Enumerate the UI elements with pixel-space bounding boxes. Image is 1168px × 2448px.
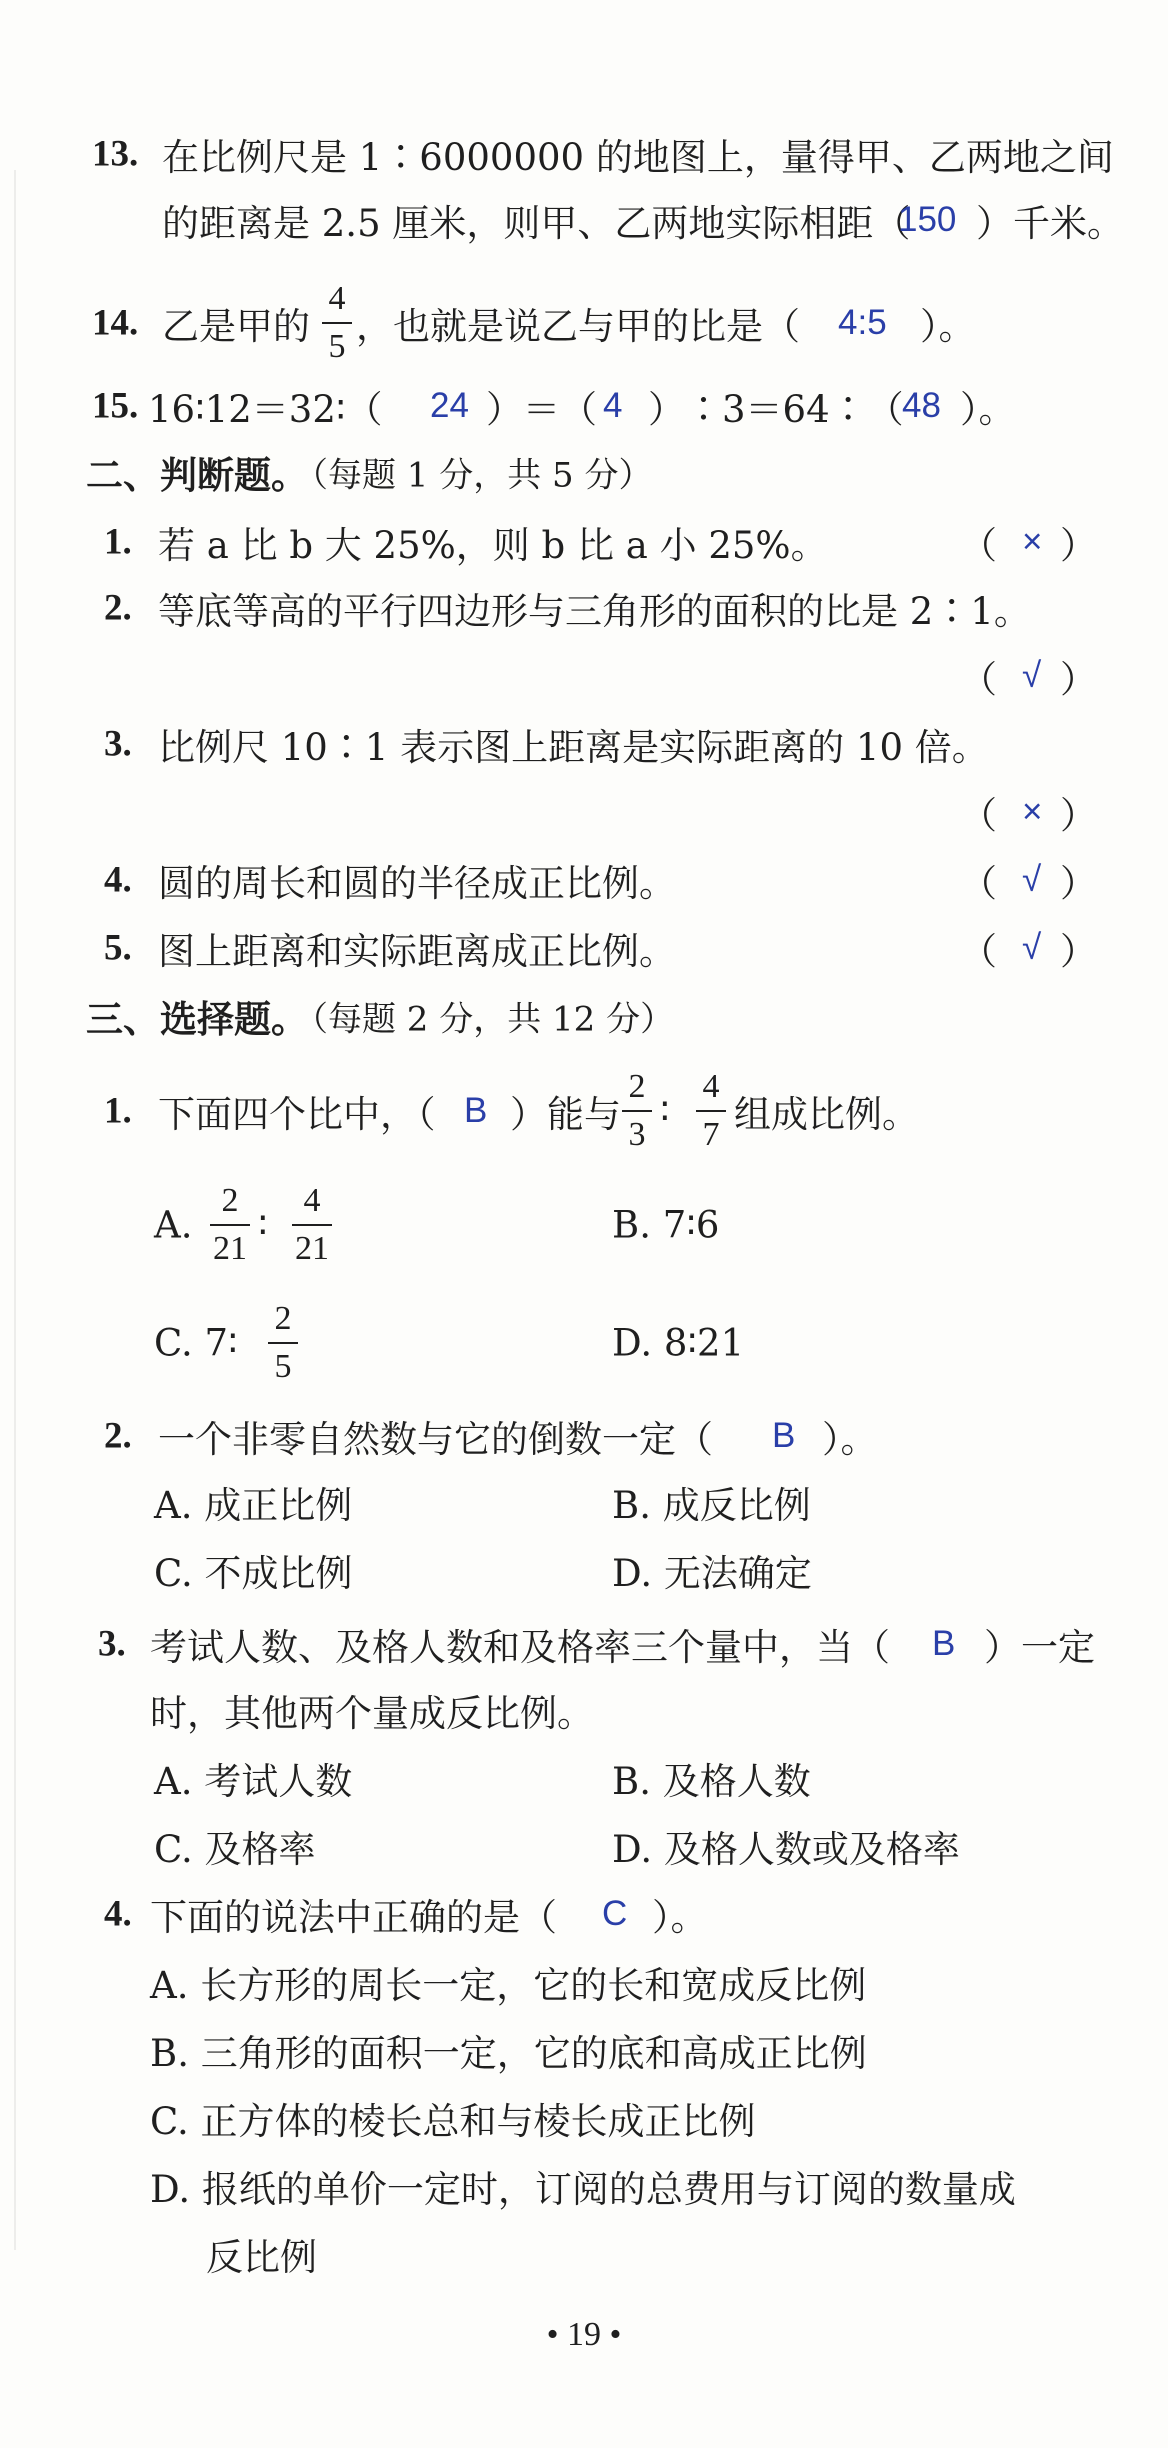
- option-b: B. 7∶6: [612, 1203, 720, 1247]
- question-number: 1.: [104, 521, 132, 563]
- question-text: ）＝（: [486, 388, 597, 431]
- fraction-bar: [292, 1224, 332, 1226]
- question-text: 圆的周长和圆的半径成正比例。: [158, 862, 676, 905]
- question-number: 13.: [92, 133, 139, 175]
- question-text: 时，其他两个量成反比例。: [150, 1692, 594, 1735]
- question-text: 16∶12＝32∶（: [148, 388, 383, 431]
- question-number: 5.: [104, 927, 132, 969]
- question-text: 的距离是 2.5 厘米，则甲、乙两地实际相距（: [162, 202, 911, 245]
- question-text: 比例尺 10∶1 表示图上距离是实际距离的 10 倍。: [158, 726, 989, 769]
- question-text: 若 a 比 b 大 25%，则 b 比 a 小 25%。: [158, 524, 828, 567]
- answer-value: 48: [902, 386, 941, 425]
- question-number: 4.: [104, 1893, 132, 1935]
- fraction-numerator: 2: [221, 1182, 239, 1219]
- judge-mark: √: [1022, 928, 1042, 967]
- section-note: （每题 1 分，共 5 分）: [294, 455, 653, 496]
- answer-value: B: [772, 1416, 796, 1455]
- judge-item-4: [0, 844, 1168, 916]
- question-number: 2.: [104, 1415, 132, 1457]
- fraction-denominator: 5: [328, 328, 346, 365]
- answer-close-paren: ）: [1060, 930, 1097, 973]
- answer-open-paren: （: [960, 524, 997, 567]
- question-number: 3.: [98, 1623, 126, 1665]
- option-d-continued: 反比例: [206, 2236, 317, 2279]
- fraction-numerator: 4: [328, 280, 346, 317]
- choice-3-options-row1: [0, 1742, 1168, 1814]
- option-a: A. 长方形的周长一定，它的长和宽成反比例: [150, 1964, 867, 2007]
- page-number: • 19 •: [546, 2316, 622, 2353]
- choice-question-3-line2: [0, 1674, 1168, 1746]
- question-text: 下面的说法中正确的是（: [150, 1896, 557, 1939]
- answer-close-paren: ）: [1060, 862, 1097, 905]
- judge-mark: √: [1022, 656, 1042, 695]
- fraction-denominator: 21: [213, 1230, 247, 1267]
- section-note: （每题 2 分，共 12 分）: [294, 999, 675, 1040]
- option-b: B. 三角形的面积一定，它的底和高成正比例: [150, 2032, 867, 2075]
- fraction-numerator: 4: [702, 1068, 720, 1105]
- fraction: [210, 1184, 250, 1266]
- judge-mark: √: [1022, 860, 1042, 899]
- answer-value: 4:5: [838, 303, 887, 342]
- option-d: D. 及格人数或及格率: [612, 1828, 960, 1871]
- answer-close-paren: ）: [1060, 794, 1097, 837]
- option-c-label: C. 7∶: [154, 1321, 238, 1365]
- fraction-bar: [696, 1110, 726, 1112]
- fraction-bar: [268, 1342, 298, 1344]
- choice-question-2: [0, 1400, 1168, 1472]
- option-b: B. 成反比例: [612, 1484, 811, 1527]
- option-d: D. 报纸的单价一定时，订阅的总费用与订阅的数量成: [150, 2168, 1016, 2211]
- option-a-label: A.: [154, 1203, 193, 1247]
- option-a: A. 成正比例: [154, 1484, 353, 1527]
- choice-4-option-d-line2: [0, 2218, 1168, 2290]
- option-c: C. 正方体的棱长总和与棱长成正比例: [150, 2100, 756, 2143]
- answer-value: B: [464, 1091, 488, 1130]
- choice-2-options-row1: [0, 1466, 1168, 1538]
- option-c: C. 及格率: [154, 1828, 316, 1871]
- option-a: A. 考试人数: [154, 1760, 353, 1803]
- choice-1-options-row1: [0, 1180, 1168, 1270]
- question-text: 考试人数、及格人数和及格率三个量中，当（: [150, 1626, 890, 1669]
- judge-item-5: [0, 912, 1168, 984]
- answer-open-paren: （: [960, 862, 997, 905]
- ratio-colon: ∶: [660, 1089, 670, 1133]
- choice-4-option-a: [0, 1946, 1168, 2018]
- question-text: 图上距离和实际距离成正比例。: [158, 930, 676, 973]
- fraction: [268, 1302, 298, 1384]
- fraction: [322, 282, 352, 364]
- question-13: [0, 118, 1168, 190]
- answer-value: 150: [898, 200, 957, 239]
- question-text: ）千米。: [976, 202, 1124, 245]
- section-title: 三、选择题。: [86, 997, 308, 1041]
- answer-value: C: [602, 1894, 628, 1933]
- choice-4-option-b: [0, 2014, 1168, 2086]
- option-c: C. 不成比例: [154, 1552, 353, 1595]
- fraction: [696, 1070, 726, 1152]
- choice-3-options-row2: [0, 1810, 1168, 1882]
- answer-value: B: [932, 1624, 956, 1663]
- judge-item-3: [0, 708, 1168, 780]
- answer-close-paren: ）: [1060, 524, 1097, 567]
- fraction-numerator: 4: [303, 1182, 321, 1219]
- option-b: B. 及格人数: [612, 1760, 811, 1803]
- question-text: 乙是甲的: [162, 305, 310, 348]
- fraction: [292, 1184, 332, 1266]
- choice-4-option-c: [0, 2082, 1168, 2154]
- section-2-heading: [0, 436, 1168, 508]
- fraction-bar: [622, 1110, 652, 1112]
- question-text: ）。: [652, 1896, 708, 1939]
- question-text: 等底等高的平行四边形与三角形的面积的比是 2∶1。: [158, 590, 1031, 633]
- question-text: 组成比例。: [734, 1093, 919, 1136]
- judge-mark: ×: [1022, 792, 1043, 831]
- question-text: ）能与: [510, 1093, 621, 1136]
- question-number: 15.: [92, 385, 139, 427]
- option-d: D. 无法确定: [612, 1552, 812, 1595]
- question-15: [0, 370, 1168, 442]
- fraction-numerator: 2: [628, 1068, 646, 1105]
- question-text: ）。: [822, 1418, 878, 1461]
- fraction: [622, 1070, 652, 1152]
- option-d: D. 8∶21: [612, 1321, 745, 1365]
- judge-item-2: [0, 572, 1168, 644]
- fraction-numerator: 2: [274, 1300, 292, 1337]
- question-number: 2.: [104, 587, 132, 629]
- question-number: 3.: [104, 723, 132, 765]
- question-text: 在比例尺是 1∶6000000 的地图上，量得甲、乙两地之间: [162, 136, 1114, 179]
- fraction-bar: [210, 1224, 250, 1226]
- question-text: ）一定: [984, 1626, 1095, 1669]
- question-number: 1.: [104, 1090, 132, 1132]
- fraction-denominator: 5: [274, 1348, 292, 1385]
- question-text: ）。: [960, 388, 1016, 431]
- choice-1-options-row2: [0, 1298, 1168, 1388]
- ratio-colon: ∶: [258, 1203, 268, 1247]
- judge-item-3-answer: [0, 776, 1168, 848]
- question-text: ，也就是说乙与甲的比是（: [356, 305, 800, 348]
- section-3-heading: [0, 980, 1168, 1052]
- question-number: 14.: [92, 302, 139, 344]
- answer-open-paren: （: [960, 658, 997, 701]
- choice-4-option-d: [0, 2150, 1168, 2222]
- answer-open-paren: （: [960, 930, 997, 973]
- choice-question-3: [0, 1608, 1168, 1680]
- question-13-line2: [0, 184, 1168, 256]
- choice-question-4: [0, 1878, 1168, 1950]
- choice-question-1: [0, 1066, 1168, 1156]
- judge-mark: ×: [1022, 522, 1043, 561]
- question-number: 4.: [104, 859, 132, 901]
- question-text: 一个非零自然数与它的倒数一定（: [158, 1418, 713, 1461]
- section-title: 二、判断题。: [86, 453, 308, 497]
- answer-open-paren: （: [960, 794, 997, 837]
- question-text: 下面四个比中，（: [158, 1093, 436, 1136]
- judge-item-1: [0, 506, 1168, 578]
- judge-item-2-answer: [0, 640, 1168, 712]
- fraction-denominator: 3: [628, 1116, 646, 1153]
- choice-2-options-row2: [0, 1534, 1168, 1606]
- question-text: ）。: [920, 305, 976, 348]
- fraction-denominator: 7: [702, 1116, 720, 1153]
- answer-value: 24: [430, 386, 469, 425]
- question-14: [0, 278, 1168, 368]
- fraction-denominator: 21: [295, 1230, 329, 1267]
- answer-value: 4: [603, 386, 623, 425]
- question-text: ）∶3＝64∶（: [648, 388, 904, 431]
- answer-close-paren: ）: [1060, 658, 1097, 701]
- fraction-bar: [322, 322, 352, 324]
